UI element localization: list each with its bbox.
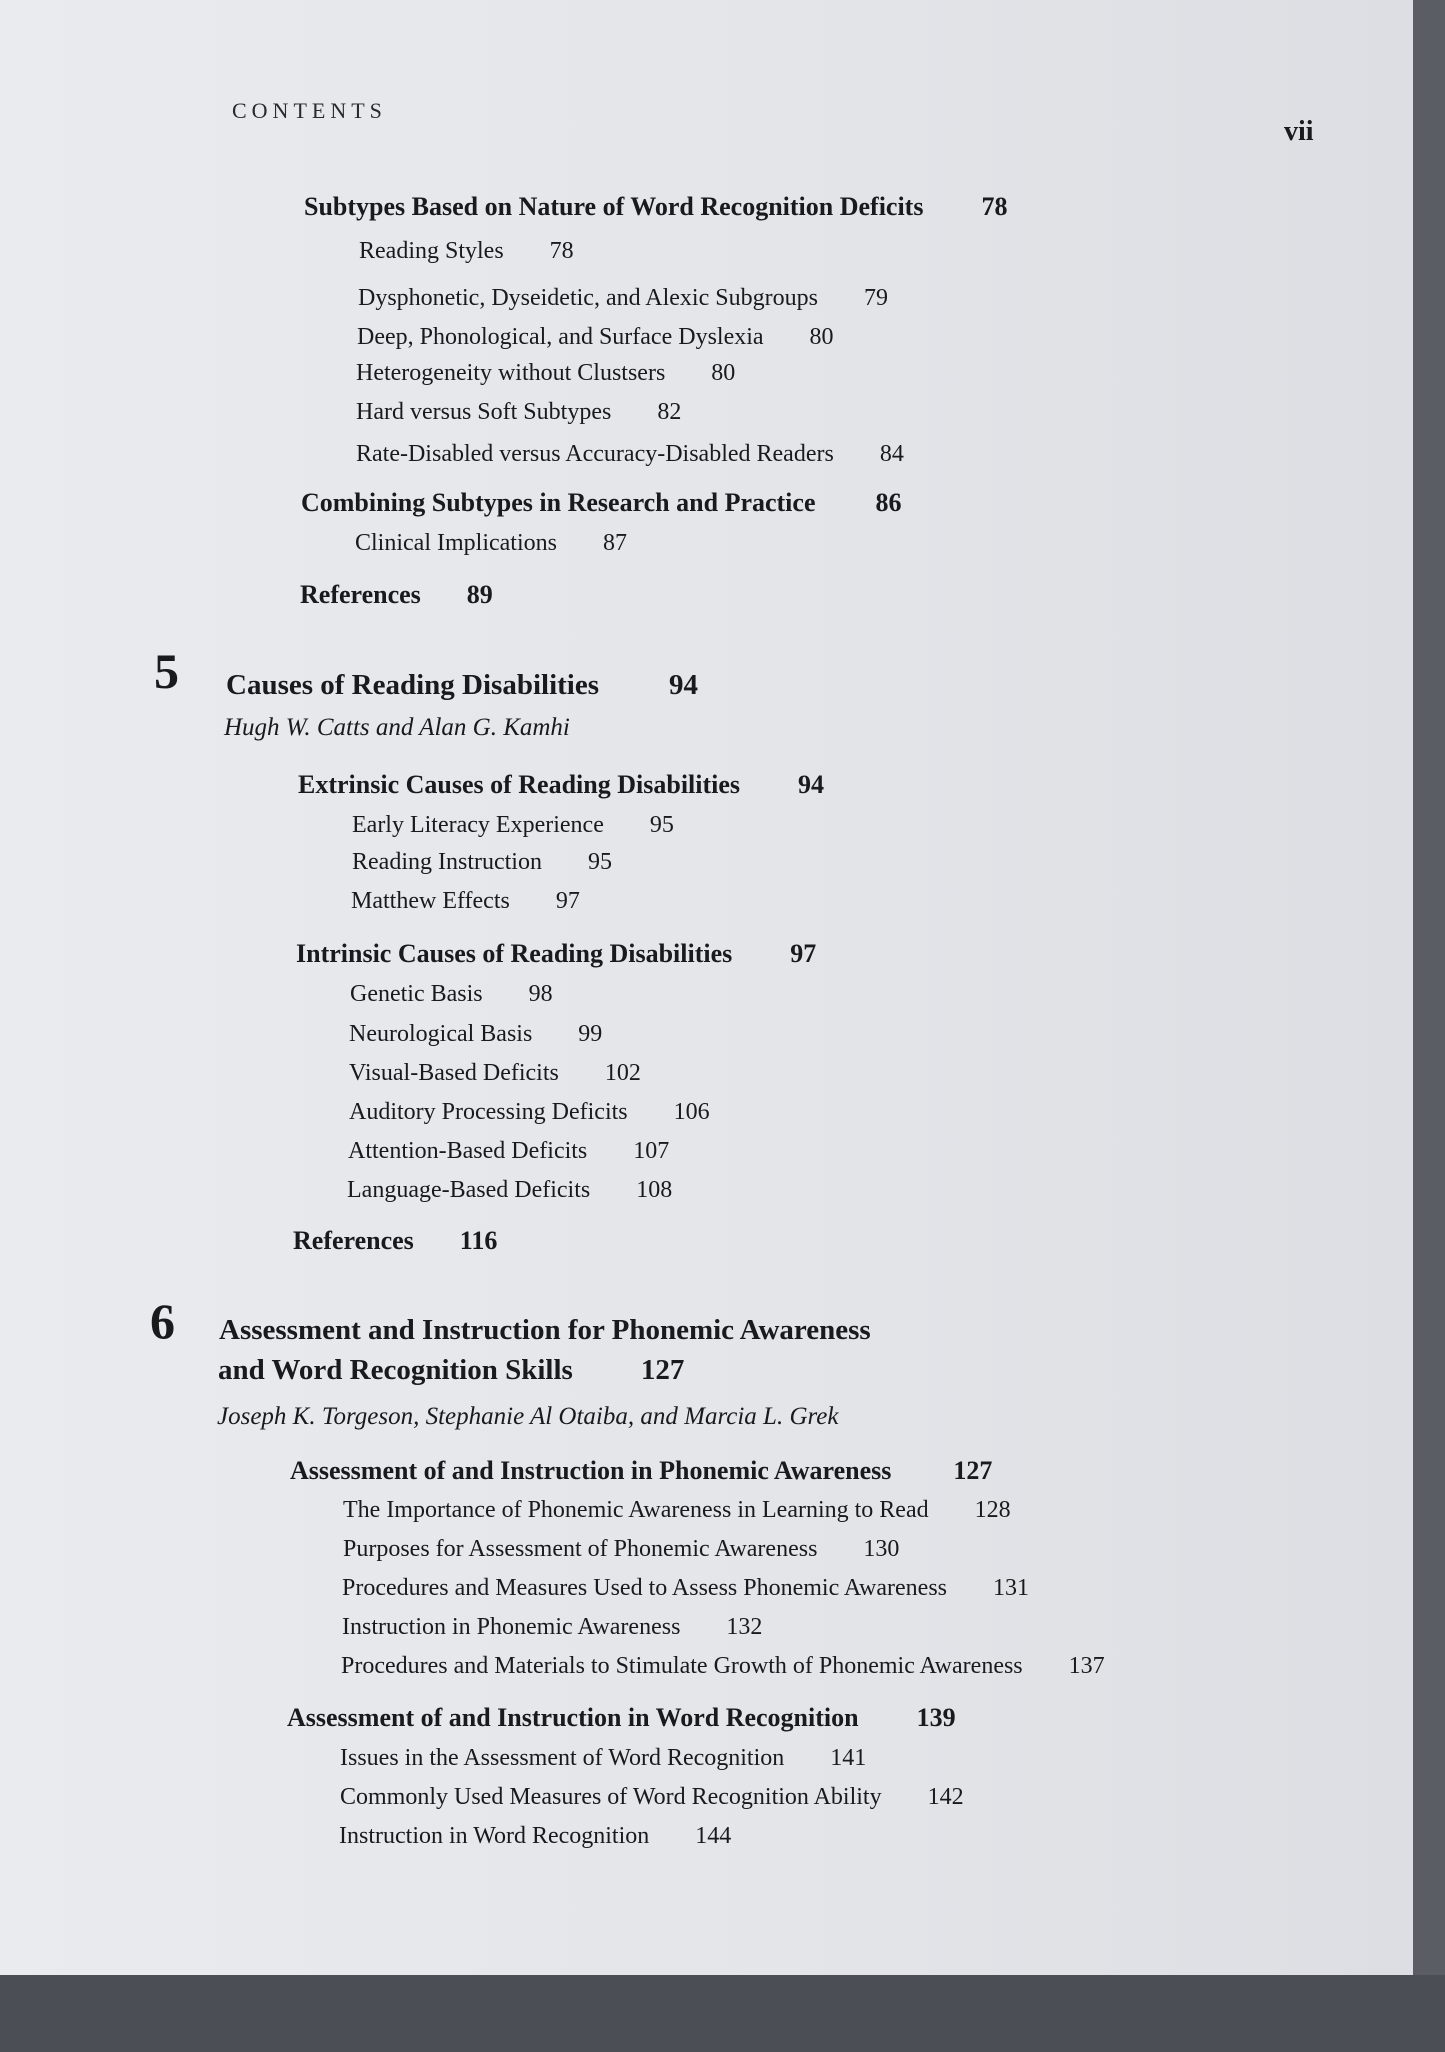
toc-entry-title: Commonly Used Measures of Word Recognition Ability (340, 1784, 882, 1810)
toc-entry (349, 1021, 602, 1048)
toc-entry (359, 238, 574, 265)
toc-page: 94 (669, 669, 699, 701)
toc-entry-title: Instruction in Phonemic Awareness (342, 1614, 681, 1640)
toc-page: 99 (578, 1021, 603, 1047)
toc-heading (298, 770, 824, 800)
toc-entry (348, 1138, 669, 1165)
toc-entry-title: Procedures and Measures Used to Assess Phonemic Awareness (342, 1575, 948, 1601)
chapter-title (226, 669, 698, 702)
toc-page: 97 (555, 888, 580, 914)
toc-page: 95 (649, 812, 674, 838)
toc-entry (351, 888, 580, 915)
toc-page: 127 (953, 1456, 993, 1485)
toc-page: 142 (927, 1784, 964, 1810)
page-number: vii (1284, 116, 1314, 147)
toc-page: 80 (711, 360, 736, 386)
toc-entry-title: Attention-Based Deficits (348, 1138, 588, 1164)
toc-page: 84 (879, 441, 904, 467)
toc-entry (349, 1060, 641, 1087)
toc-entry-title: Dysphonetic, Dyseidetic, and Alexic Subgroups (358, 285, 818, 311)
toc-heading-title: Combining Subtypes in Research and Practice (301, 488, 816, 517)
toc-entry-title: Issues in the Assessment of Word Recognition (340, 1745, 785, 1771)
toc-entry (340, 1745, 866, 1772)
toc-page: 86 (875, 488, 902, 517)
chapter-title-text: and Word Recognition Skills (218, 1354, 573, 1386)
toc-entry-title: Matthew Effects (351, 888, 510, 914)
page-edge-shadow (1413, 0, 1445, 2052)
toc-entry (352, 849, 612, 876)
toc-page: 139 (916, 1703, 956, 1732)
chapter-authors: Joseph K. Torgeson, Stephanie Al Otaiba, and Marcia L. Grek (217, 1403, 839, 1430)
toc-heading (290, 1456, 992, 1486)
toc-entry-title: Heterogeneity without Clustsers (356, 360, 666, 386)
table-surface (0, 1975, 1445, 2052)
toc-entry (352, 812, 674, 839)
toc-entry-title: Visual-Based Deficits (349, 1060, 559, 1086)
chapter-title: Assessment and Instruction for Phonemic Awareness (219, 1314, 871, 1346)
toc-page: 87 (602, 530, 627, 556)
toc-page: 80 (809, 324, 834, 350)
toc-entry (343, 1497, 1011, 1524)
toc-heading-title: Assessment of and Instruction in Word Recognition (287, 1703, 859, 1732)
toc-page: 108 (636, 1177, 673, 1203)
toc-entry-title: The Importance of Phonemic Awareness in Learning to Read (343, 1497, 929, 1523)
toc-page: 97 (790, 939, 817, 968)
toc-page: 127 (640, 1354, 685, 1386)
toc-page: 95 (587, 849, 612, 875)
toc-heading-title: References (293, 1226, 414, 1255)
toc-entry (342, 1575, 1029, 1602)
toc-entry-title: Early Literacy Experience (352, 812, 604, 838)
toc-page: 82 (657, 399, 682, 425)
toc-entry-title: Reading Instruction (352, 849, 542, 875)
toc-entry (340, 1784, 964, 1811)
toc-entry-title: Neurological Basis (349, 1021, 533, 1047)
toc-entry (350, 981, 553, 1008)
toc-page: 89 (466, 580, 493, 609)
toc-references (293, 1226, 497, 1256)
toc-entry (343, 1536, 899, 1563)
toc-entry (355, 530, 627, 557)
toc-entry-title: Purposes for Assessment of Phonemic Awareness (343, 1536, 818, 1562)
toc-heading-title: Subtypes Based on Nature of Word Recognition Deficits (304, 192, 924, 221)
toc-entry (356, 441, 904, 468)
toc-entry (342, 1614, 762, 1641)
toc-entry (356, 399, 681, 426)
toc-entry (358, 285, 888, 312)
toc-page: 107 (633, 1138, 670, 1164)
toc-entry-title: Genetic Basis (350, 981, 483, 1007)
toc-entry (349, 1099, 710, 1126)
chapter-number: 6 (150, 1293, 175, 1349)
toc-page: 116 (459, 1226, 498, 1255)
toc-entry (341, 1653, 1105, 1680)
toc-heading-title: References (300, 580, 421, 609)
toc-page: 128 (974, 1497, 1011, 1523)
toc-page: 144 (695, 1823, 732, 1849)
toc-heading (296, 939, 816, 969)
toc-references (300, 580, 493, 610)
running-head: CONTENTS (232, 98, 387, 123)
toc-entry-title: Procedures and Materials to Stimulate Growth of Phonemic Awareness (341, 1653, 1023, 1679)
toc-page: 79 (863, 285, 888, 311)
toc-page: 102 (604, 1060, 641, 1086)
toc-page: 132 (726, 1614, 763, 1640)
toc-page: 98 (528, 981, 553, 1007)
toc-entry-title: Hard versus Soft Subtypes (356, 399, 612, 425)
toc-page: 94 (798, 770, 825, 799)
toc-entry (339, 1823, 731, 1850)
toc-entry (347, 1177, 672, 1204)
toc-heading-title: Extrinsic Causes of Reading Disabilities (298, 770, 741, 799)
toc-heading (304, 192, 1007, 222)
toc-entry-title: Auditory Processing Deficits (349, 1099, 628, 1125)
chapter-title (218, 1354, 684, 1387)
toc-entry-title: Rate-Disabled versus Accuracy-Disabled Readers (356, 441, 834, 467)
toc-entry (357, 324, 834, 351)
toc-heading-title: Assessment of and Instruction in Phonemic Awareness (290, 1456, 892, 1485)
toc-page: 130 (863, 1536, 900, 1562)
toc-entry-title: Deep, Phonological, and Surface Dyslexia (357, 324, 764, 350)
chapter-title-text: Causes of Reading Disabilities (226, 669, 600, 701)
toc-page: 78 (981, 192, 1008, 221)
toc-heading-title: Intrinsic Causes of Reading Disabilities (296, 939, 733, 968)
chapter-number: 5 (154, 643, 179, 699)
toc-heading (301, 488, 902, 518)
toc-entry (356, 360, 735, 387)
toc-page: 141 (830, 1745, 867, 1771)
toc-entry-title: Instruction in Word Recognition (339, 1823, 650, 1849)
toc-page: 131 (993, 1575, 1030, 1601)
toc-page: 106 (673, 1099, 710, 1125)
chapter-authors: Hugh W. Catts and Alan G. Kamhi (224, 714, 570, 741)
toc-entry-title: Clinical Implications (355, 530, 557, 556)
toc-entry-title: Reading Styles (359, 238, 504, 264)
toc-entry-title: Language-Based Deficits (347, 1177, 591, 1203)
toc-heading (287, 1703, 956, 1733)
toc-page: 78 (549, 238, 574, 264)
toc-page: 137 (1068, 1653, 1105, 1679)
